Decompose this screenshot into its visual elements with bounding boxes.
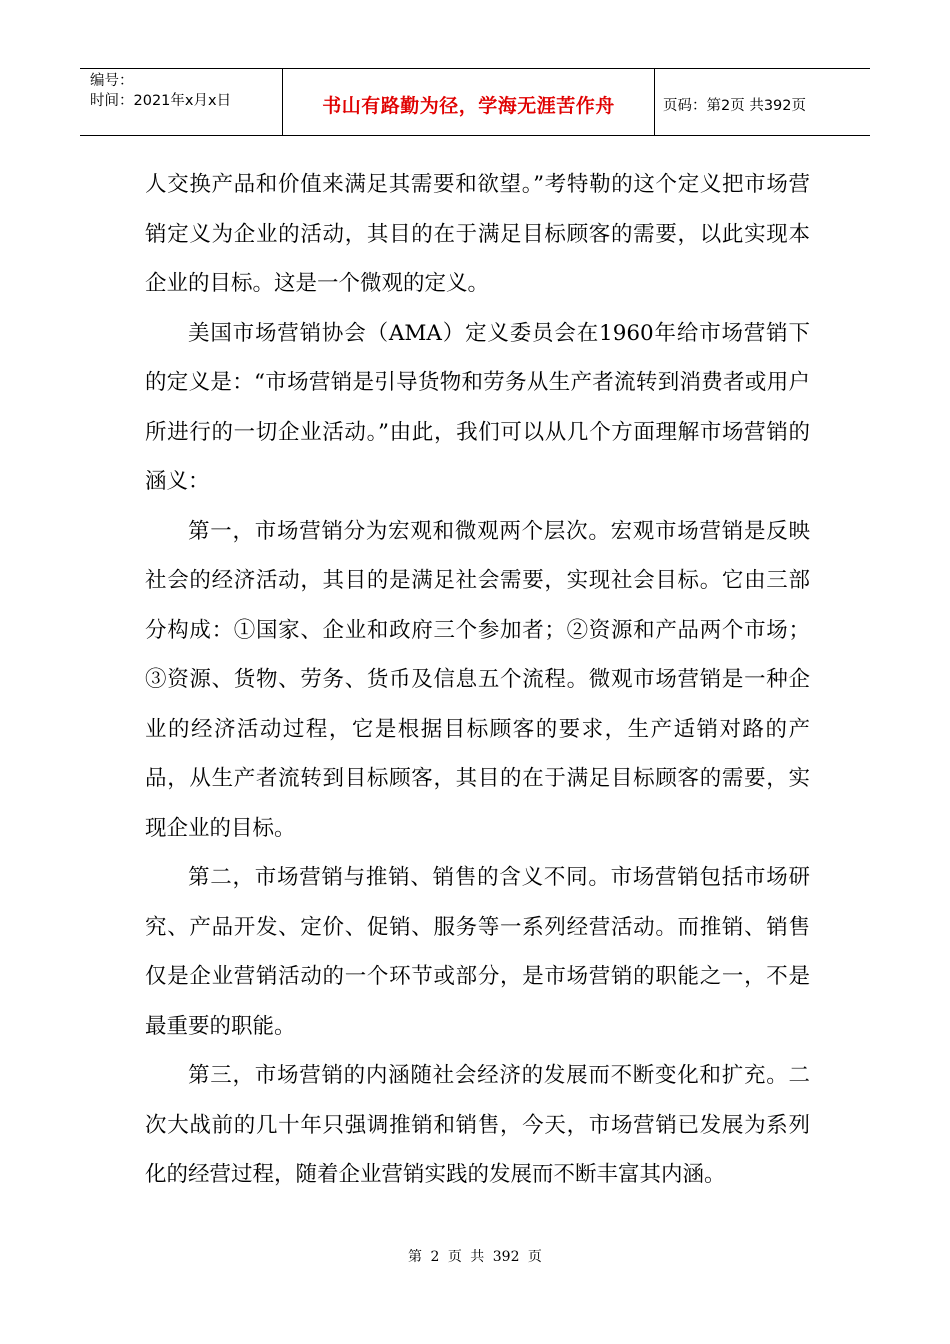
header-page-info: 页码：第2页 共392页 [663, 97, 807, 114]
document-time-label: 时间：2021年x月x日 [90, 93, 232, 109]
document-body [145, 160, 810, 1200]
header-motto: 书山有路勤为径，学海无涯苦作舟 [283, 69, 655, 135]
paragraph: 第一，市场营销分为宏观和微观两个层次。宏观市场营销是反映社会的经济活动，其目的是满足社会需要，实现社会目标。它由三部分构成：①国家、企业和政府三个参加者；②资源和产品两个市场；③资源、货物、劳务、货币及信息五个流程。微观市场营销是一种企业的经济活动过程，它是根据目标顾客的要求，生产适销对路的产品，从生产者流转到目标顾客，其目的在于满足目标顾客的需要，实现企业的目标。 [145, 518, 810, 841]
page-footer: 第 2 页 共 392 页 [408, 1249, 542, 1265]
document-number-label: 编号： [90, 73, 134, 89]
header-meta-cell [80, 69, 283, 135]
paragraph-continued: 人交换产品和价值来满足其需要和欲望。”考特勒的这个定义把市场营销定义为企业的活动，其目的在于满足目标顾客的需要，以此实现本企业的目标。这是一个微观的定义。 [145, 172, 810, 296]
paragraph: 第二，市场营销与推销、销售的含义不同。市场营销包括市场研究、产品开发、定价、促销、服务等一系列经营活动。而推销、销售仅是企业营销活动的一个环节或部分，是市场营销的职能之一，不是最重要的职能。 [145, 865, 810, 1039]
document-header [80, 68, 870, 136]
paragraph: 第三，市场营销的内涵随社会经济的发展而不断变化和扩充。二次大战前的几十年只强调推销和销售，今天，市场营销已发展为系列化的经营过程，随着企业营销实践的发展而不断丰富其内涵。 [145, 1063, 810, 1187]
paragraph: 美国市场营销协会（AMA）定义委员会在1960年给市场营销下的定义是：“市场营销是引导货物和劳务从生产者流转到消费者或用户所进行的一切企业活动。”由此，我们可以从几个方面理解市场营销的涵义： [145, 320, 810, 494]
